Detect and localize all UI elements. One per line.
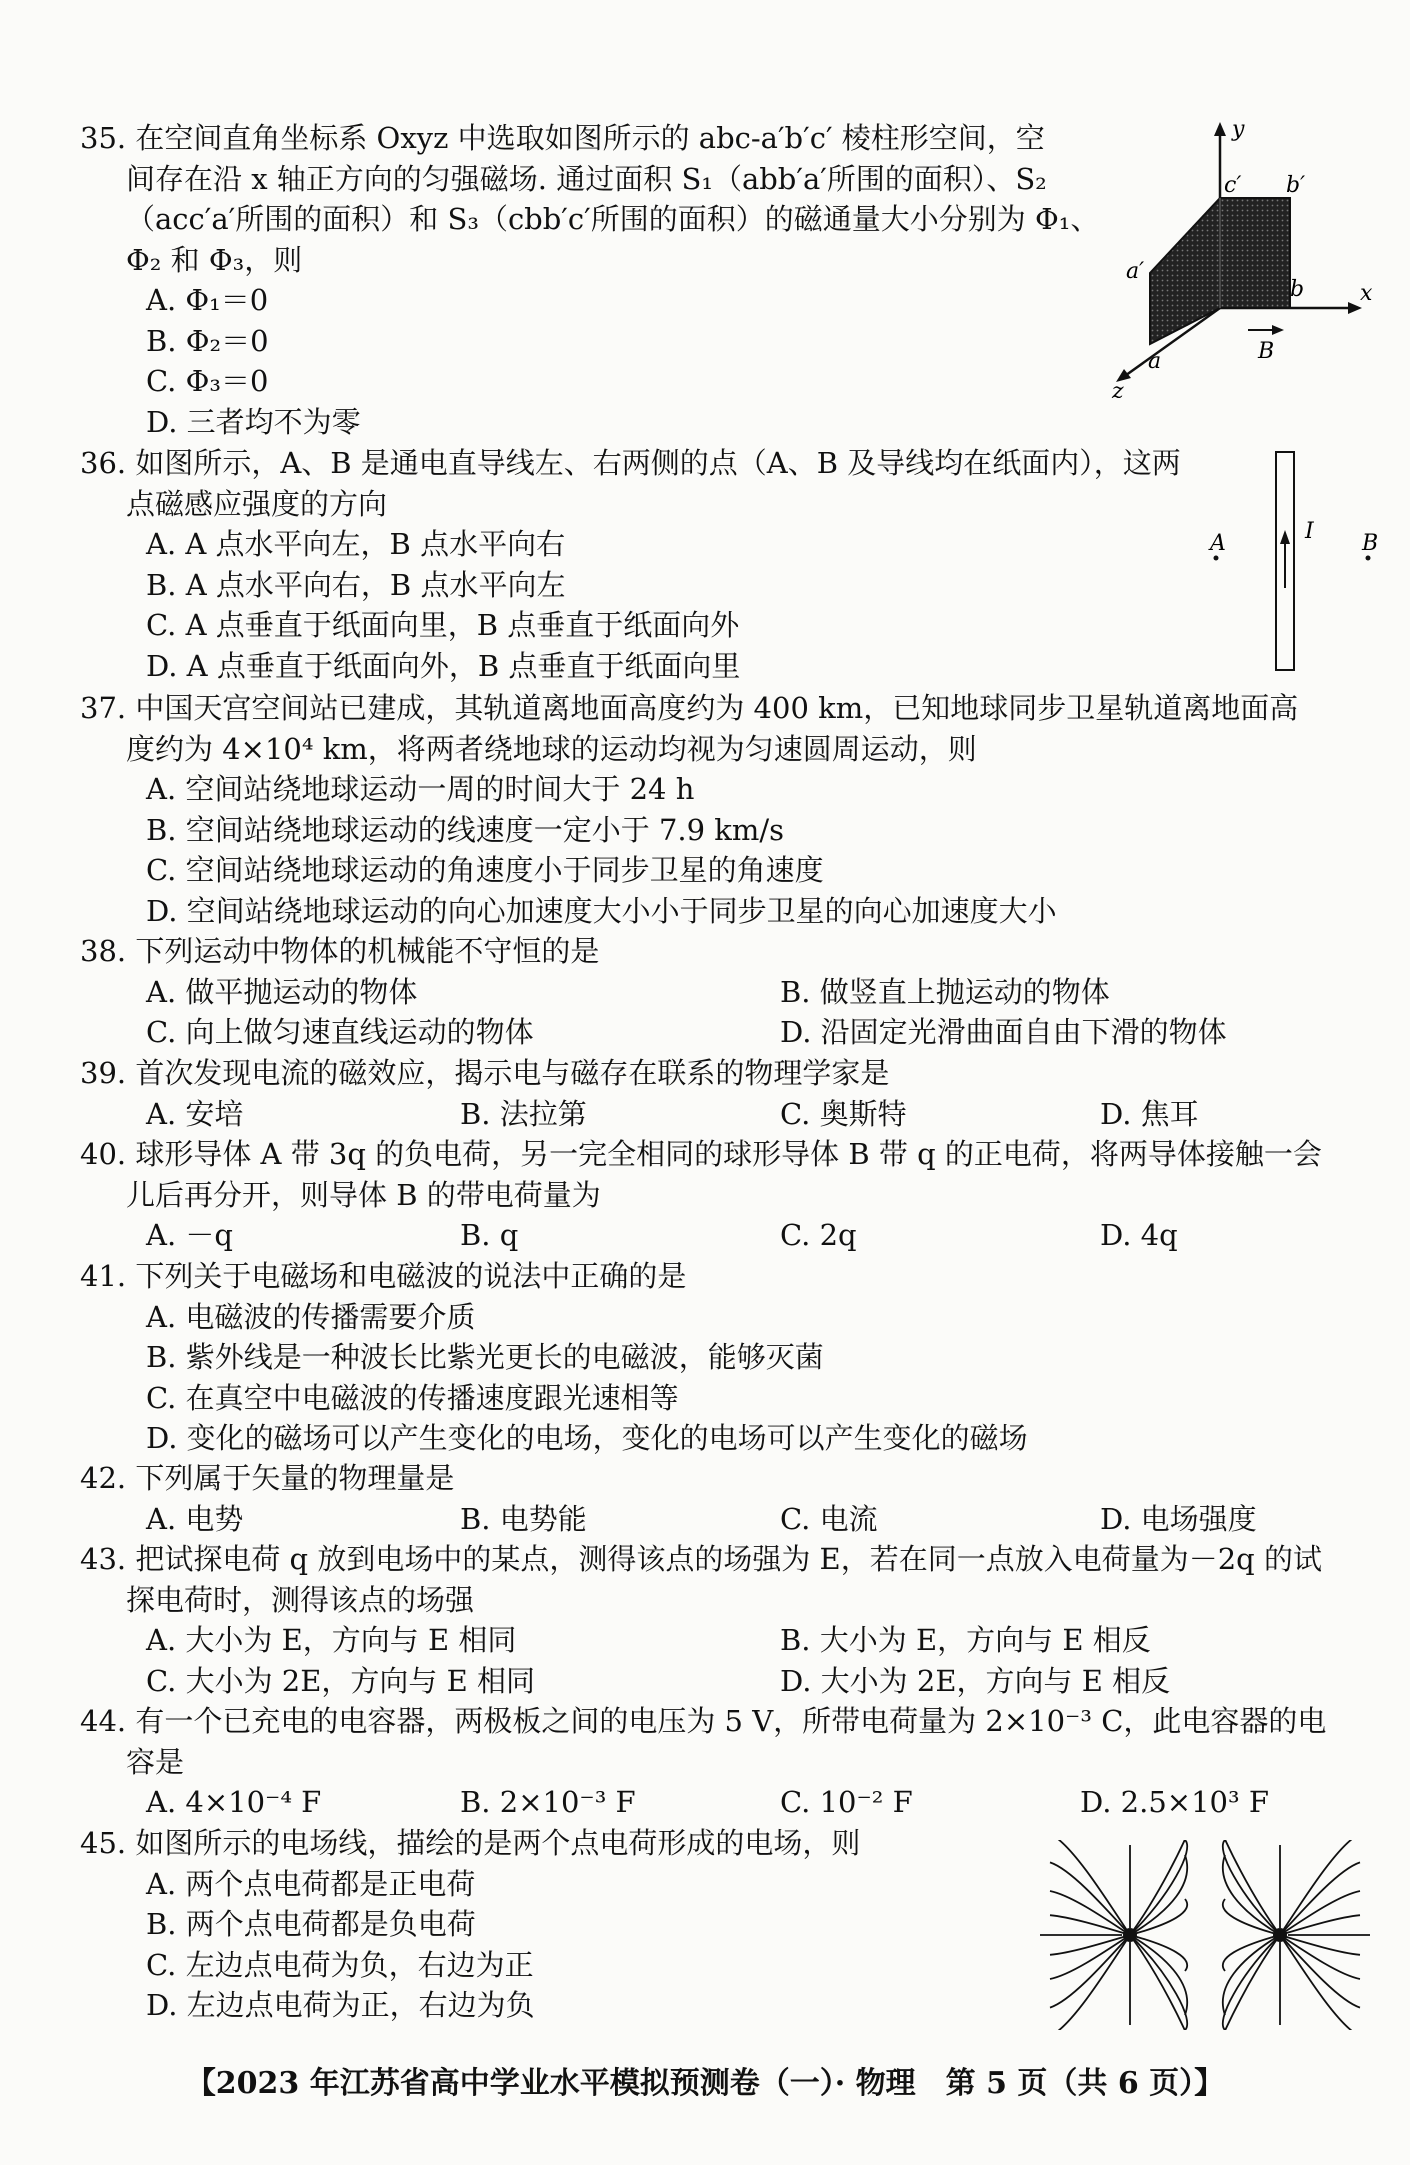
question-44-line: 44. 有一个已充电的电容器，两极板之间的电压为 5 V，所带电荷量为 2×10⁻³ C，此电容器的电 [80, 1704, 1327, 1738]
prism-figure [1100, 118, 1380, 398]
option-36c[interactable]: C. A 点垂直于纸面向里，B 点垂直于纸面向外 [146, 608, 740, 642]
question-43-line: 探电荷时，测得该点的场强 [126, 1582, 475, 1617]
question-44-line: 容是 [126, 1744, 185, 1779]
option-44c[interactable]: C. 10⁻² F [780, 1785, 913, 1819]
option-35a[interactable]: A. Φ₁＝0 [146, 283, 269, 317]
question-41-line: 41. 下列关于电磁场和电磁波的说法中正确的是 [80, 1259, 687, 1293]
option-45b[interactable]: B. 两个点电荷都是负电荷 [146, 1907, 476, 1941]
option-41b[interactable]: B. 紫外线是一种波长比紫光更长的电磁波，能够灭菌 [146, 1340, 824, 1374]
question-43 [80, 1539, 1370, 1701]
question-44 [80, 1701, 1370, 1823]
label-point-b: B [1362, 531, 1379, 556]
option-39c[interactable]: C. 奥斯特 [780, 1096, 907, 1131]
question-42-line: 42. 下列属于矢量的物理量是 [80, 1461, 455, 1495]
option-37c[interactable]: C. 空间站绕地球运动的角速度小于同步卫星的角速度 [146, 853, 824, 887]
option-36a[interactable]: A. A 点水平向左，B 点水平向右 [146, 527, 566, 561]
label-a: a [1148, 349, 1162, 374]
question-35-line: （acc′a′所围的面积）和 S₃（cbb′c′所围的面积）的磁通量大小分别为 Φ₁、 [126, 202, 1100, 236]
option-42c[interactable]: C. 电流 [780, 1501, 878, 1536]
option-41a[interactable]: A. 电磁波的传播需要介质 [146, 1299, 476, 1334]
option-42d[interactable]: D. 电场强度 [1100, 1501, 1257, 1536]
option-40b[interactable]: B. q [460, 1218, 519, 1252]
option-38c[interactable]: C. 向上做匀速直线运动的物体 [146, 1015, 534, 1049]
option-43c[interactable]: C. 大小为 2E，方向与 E 相同 [146, 1663, 536, 1698]
option-39d[interactable]: D. 焦耳 [1100, 1096, 1199, 1131]
label-a-prime: a′ [1126, 259, 1145, 284]
option-35b[interactable]: B. Φ₂＝0 [146, 323, 269, 358]
option-36b[interactable]: B. A 点水平向右，B 点水平向左 [146, 567, 566, 602]
option-37d[interactable]: D. 空间站绕地球运动的向心加速度大小小于同步卫星的向心加速度大小 [146, 893, 1057, 928]
label-x: x [1360, 281, 1373, 306]
question-35-line: 35. 在空间直角坐标系 Oxyz 中选取如图所示的 abc-a′b′c′ 棱柱形空间，空 [80, 121, 1045, 155]
option-38d[interactable]: D. 沿固定光滑曲面自由下滑的物体 [780, 1015, 1227, 1049]
option-41d[interactable]: D. 变化的磁场可以产生变化的电场，变化的电场可以产生变化的磁场 [146, 1421, 1028, 1455]
question-42 [80, 1458, 1370, 1539]
left-charge [1123, 1928, 1137, 1942]
option-40d[interactable]: D. 4q [1100, 1218, 1178, 1252]
question-35-line: Φ₂ 和 Φ₃，则 [126, 242, 303, 277]
question-39 [80, 1053, 1370, 1134]
option-45a[interactable]: A. 两个点电荷都是正电荷 [146, 1866, 476, 1901]
question-40 [80, 1134, 1370, 1256]
option-35c[interactable]: C. Φ₃＝0 [146, 364, 269, 398]
question-35-line: 间存在沿 x 轴正方向的匀强磁场. 通过面积 S₁（abb′a′所围的面积）、S₂ [126, 161, 1047, 196]
right-charge [1273, 1928, 1287, 1942]
label-point-a: A [1210, 531, 1226, 556]
option-37b[interactable]: B. 空间站绕地球运动的线速度一定小于 7.9 km/s [146, 812, 785, 847]
option-38a[interactable]: A. 做平抛运动的物体 [146, 974, 418, 1009]
option-37a[interactable]: A. 空间站绕地球运动一周的时间大于 24 h [146, 772, 695, 806]
option-44a[interactable]: A. 4×10⁻⁴ F [146, 1785, 322, 1819]
option-40a[interactable]: A. －q [146, 1218, 233, 1252]
option-35d[interactable]: D. 三者均不为零 [146, 404, 361, 439]
option-43d[interactable]: D. 大小为 2E，方向与 E 相反 [780, 1663, 1171, 1698]
question-43-line: 43. 把试探电荷 q 放到电场中的某点，测得该点的场强为 E，若在同一点放入电荷量为－2q 的试 [80, 1542, 1322, 1576]
option-44d[interactable]: D. 2.5×10³ F [1080, 1785, 1269, 1819]
option-43b[interactable]: B. 大小为 E，方向与 E 相反 [780, 1623, 1151, 1657]
question-41 [80, 1256, 1370, 1459]
option-40c[interactable]: C. 2q [780, 1218, 857, 1252]
label-z: z [1112, 379, 1124, 398]
option-42a[interactable]: A. 电势 [146, 1501, 244, 1536]
option-44b[interactable]: B. 2×10⁻³ F [460, 1785, 636, 1819]
question-38 [80, 931, 1370, 1053]
question-36 [80, 443, 1370, 686]
question-37-line: 37. 中国天宫空间站已建成，其轨道离地面高度约为 400 km，已知地球同步卫星轨道离地面高 [80, 691, 1299, 725]
question-39-line: 39. 首次发现电流的磁效应，揭示电与磁存在联系的物理学家是 [80, 1056, 890, 1090]
label-b: b [1290, 277, 1305, 302]
label-current-i: I [1305, 519, 1314, 544]
label-b-prime: b′ [1286, 173, 1306, 198]
label-c-prime: c′ [1224, 173, 1242, 198]
option-45c[interactable]: C. 左边点电荷为负，右边为正 [146, 1947, 534, 1982]
page-footer: 【2023 年江苏省高中学业水平模拟预测卷（一）· 物理 第 5 页（共 6 页）】 [185, 2066, 1225, 2101]
option-42b[interactable]: B. 电势能 [460, 1501, 587, 1536]
question-40-line: 儿后再分开，则导体 B 的带电荷量为 [126, 1177, 601, 1212]
wire-figure [1190, 448, 1390, 678]
question-40-line: 40. 球形导体 A 带 3q 的负电荷，另一完全相同的球形导体 B 带 q 的正电荷，将两导体接触一会 [80, 1137, 1322, 1171]
question-36-line: 点磁感应强度的方向 [126, 486, 388, 521]
option-39b[interactable]: B. 法拉第 [460, 1096, 587, 1131]
option-43a[interactable]: A. 大小为 E，方向与 E 相同 [146, 1623, 517, 1657]
label-y: y [1232, 118, 1245, 142]
field-lines-figure [1035, 1840, 1375, 2030]
question-36-line: 36. 如图所示，A、B 是通电直导线左、右两侧的点（A、B 及导线均在纸面内），这两 [80, 446, 1181, 480]
question-38-line: 38. 下列运动中物体的机械能不守恒的是 [80, 934, 600, 968]
question-37-line: 度约为 4×10⁴ km，将两者绕地球的运动均视为匀速圆周运动，则 [126, 731, 977, 766]
question-45-line: 45. 如图所示的电场线，描绘的是两个点电荷形成的电场，则 [80, 1826, 861, 1860]
option-41c[interactable]: C. 在真空中电磁波的传播速度跟光速相等 [146, 1380, 679, 1415]
option-39a[interactable]: A. 安培 [146, 1096, 244, 1131]
option-45d[interactable]: D. 左边点电荷为正，右边为负 [146, 1988, 535, 2022]
label-field-b: B [1258, 339, 1275, 364]
option-36d[interactable]: D. A 点垂直于纸面向外，B 点垂直于纸面向里 [146, 648, 741, 683]
option-38b[interactable]: B. 做竖直上抛运动的物体 [780, 974, 1110, 1009]
question-37 [80, 688, 1370, 931]
